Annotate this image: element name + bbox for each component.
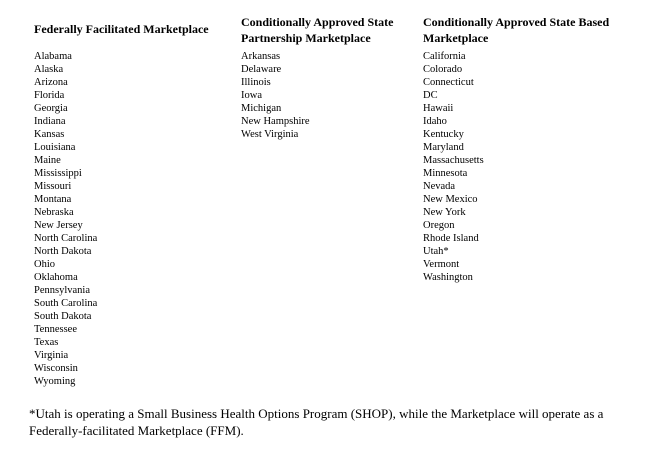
state-item: Oklahoma	[34, 272, 78, 283]
state-item: Washington	[423, 272, 473, 283]
state-item: Minnesota	[423, 168, 468, 179]
state-item: Massachusetts	[423, 155, 484, 166]
state-item: Hawaii	[423, 103, 454, 114]
column-header-line: Conditionally Approved State	[241, 15, 394, 29]
state-item: Wisconsin	[34, 363, 78, 374]
state-item: Nebraska	[34, 207, 74, 218]
state-list	[34, 50, 97, 388]
state-item: Virginia	[34, 350, 69, 361]
state-item: Alaska	[34, 64, 64, 75]
state-item: Kentucky	[423, 129, 464, 140]
state-item: Arizona	[34, 77, 68, 88]
state-item: South Dakota	[34, 311, 92, 322]
state-item: New York	[423, 207, 466, 218]
state-item: Ohio	[34, 259, 55, 270]
state-item: Nevada	[423, 181, 456, 192]
state-item: Pennsylvania	[34, 285, 90, 296]
footnote-line: *Utah is operating a Small Business Health Options Program (SHOP), while the Marketplace will operate as a	[29, 406, 604, 421]
state-item: New Hampshire	[241, 116, 310, 127]
state-item: Alabama	[34, 51, 72, 62]
state-item: Idaho	[423, 116, 447, 127]
column-header-line: Partnership Marketplace	[241, 31, 371, 45]
state-item: Florida	[34, 90, 65, 101]
state-item: Michigan	[241, 103, 282, 114]
state-item: Oregon	[423, 220, 455, 231]
state-item: Montana	[34, 194, 72, 205]
state-item: North Carolina	[34, 233, 98, 244]
state-item: Wyoming	[34, 376, 76, 387]
state-item: New Mexico	[423, 194, 478, 205]
state-item: Kansas	[34, 129, 65, 140]
state-item: Tennessee	[34, 324, 77, 335]
state-item: Maine	[34, 155, 61, 166]
state-item: West Virginia	[241, 129, 299, 140]
state-item: Colorado	[423, 64, 463, 75]
state-item: Iowa	[241, 90, 262, 101]
column-header-line: Marketplace	[423, 31, 489, 45]
state-item: California	[423, 51, 466, 62]
state-item: South Carolina	[34, 298, 98, 309]
state-item: Missouri	[34, 181, 72, 192]
column-header-line: Federally Facilitated Marketplace	[34, 22, 209, 36]
column-header-line: Conditionally Approved State Based	[423, 15, 610, 29]
state-item: Texas	[34, 337, 59, 348]
column-header	[34, 21, 209, 37]
state-item: Indiana	[34, 116, 66, 127]
state-item: Vermont	[423, 259, 460, 270]
state-item: DC	[423, 90, 438, 101]
state-item: Mississippi	[34, 168, 82, 179]
state-list	[241, 50, 310, 141]
state-item: Arkansas	[241, 51, 281, 62]
column-header	[241, 14, 393, 46]
state-item: Utah*	[423, 246, 449, 257]
state-item: New Jersey	[34, 220, 83, 231]
state-item: Maryland	[423, 142, 464, 153]
state-item: Connecticut	[423, 77, 474, 88]
state-item: Louisiana	[34, 142, 76, 153]
state-item: Illinois	[241, 77, 271, 88]
footnote	[29, 405, 629, 439]
footnote-line: Federally-facilitated Marketplace (FFM).	[29, 423, 244, 438]
state-list	[423, 50, 484, 284]
state-item: North Dakota	[34, 246, 92, 257]
state-item: Rhode Island	[423, 233, 479, 244]
state-item: Georgia	[34, 103, 68, 114]
column-header	[423, 14, 609, 46]
state-item: Delaware	[241, 64, 282, 75]
